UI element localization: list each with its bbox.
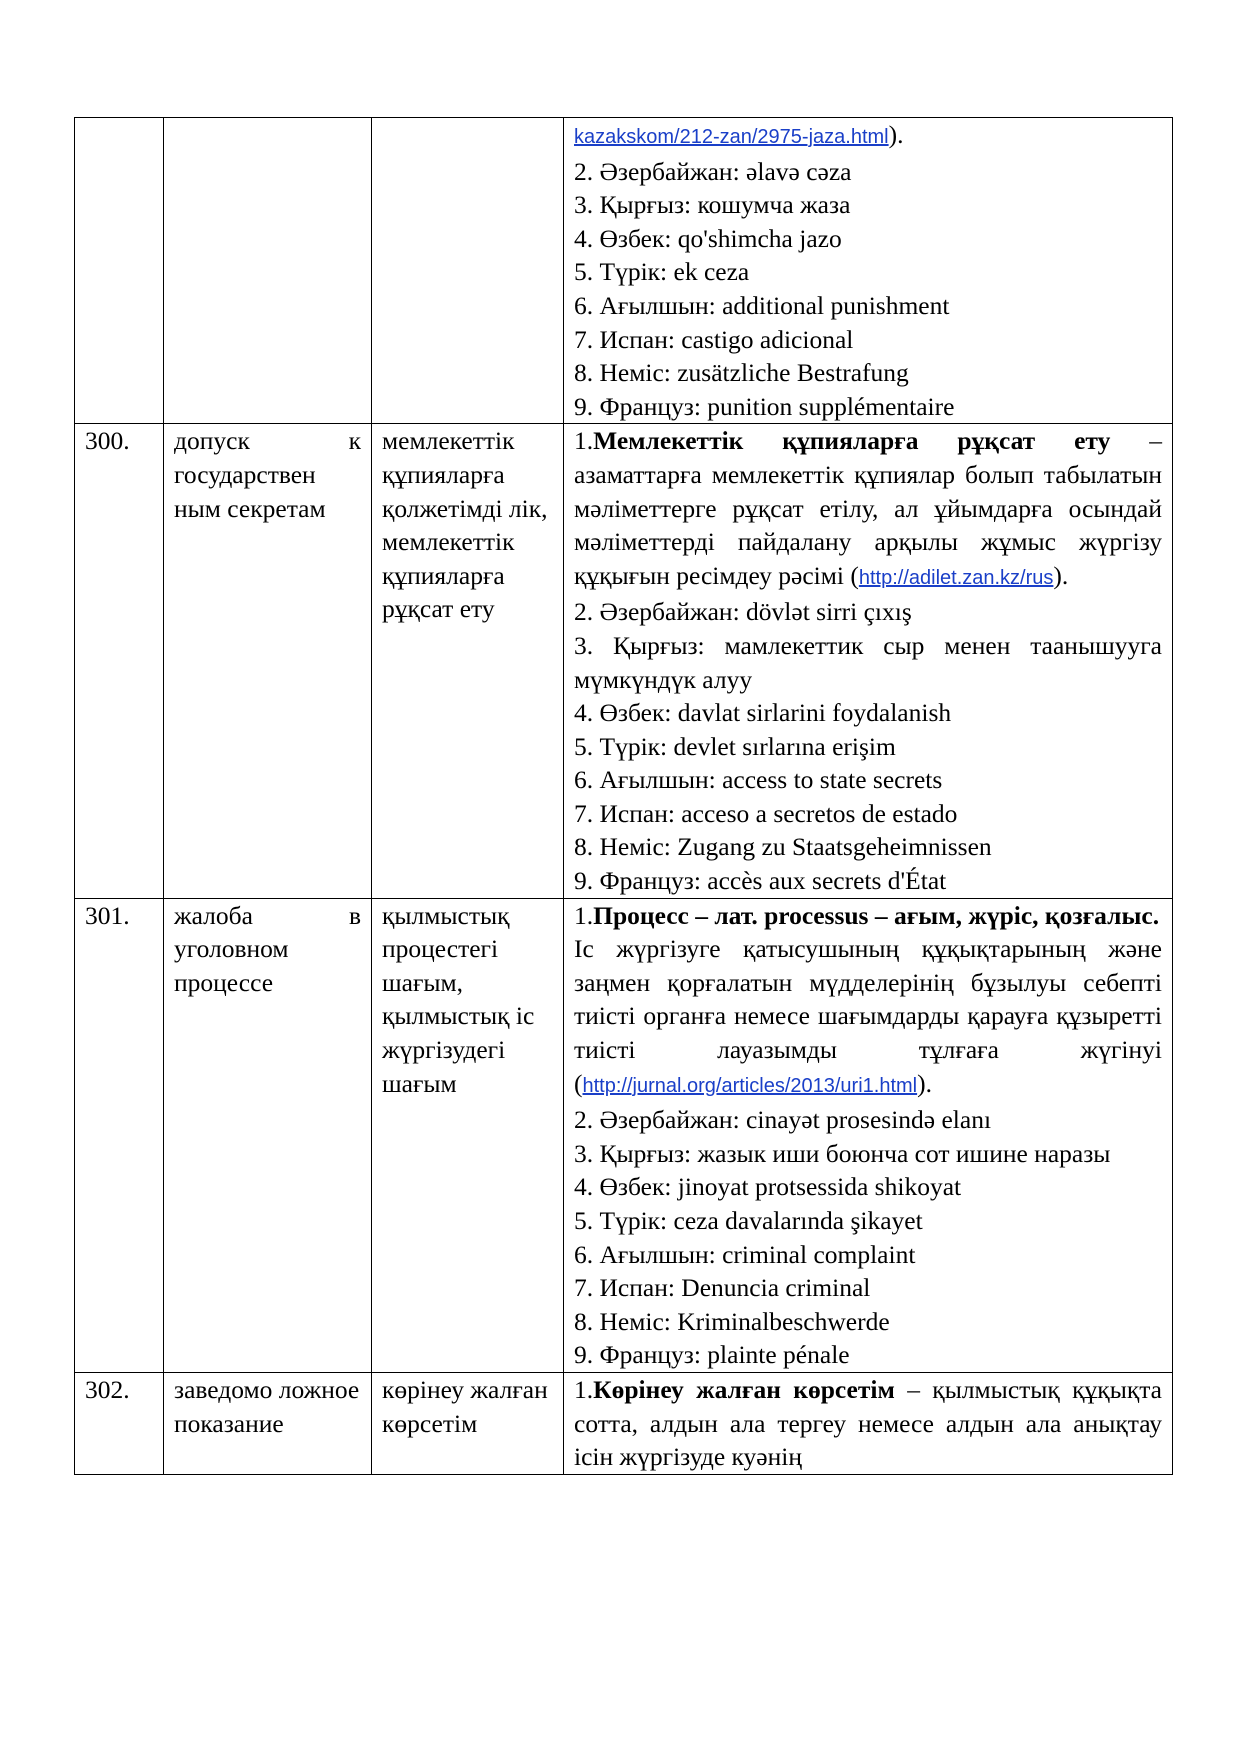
translation-line: 3. Қырғыз: кошумча жаза <box>574 190 851 220</box>
definition-source-line <box>574 118 1162 155</box>
translation-line: 2. Әзербайжан: dövlət sirri çıxış <box>574 597 912 627</box>
translation-line: 5. Түрік: ceza davalarında şikayet <box>574 1206 923 1235</box>
table-row <box>75 898 1173 1372</box>
source-link-tail: ). <box>888 120 904 149</box>
definition-text: Іс жүргізуге қатысушының құқықтарының және заңмен қорғалатын мүдделерінің бұзылуы себепті тиісті органға немесе шағымдарды қарауға құзыретті тиісті лауазымды тұлғаға жүгінуі ( <box>574 934 1162 1098</box>
translation-line: 7. Испан: Denuncia criminal <box>574 1273 871 1303</box>
table-row <box>75 118 1173 424</box>
translation-line: 8. Неміс: Kriminalbeschwerde <box>574 1306 890 1336</box>
definition-term: Көрінеу жалған көрсетім <box>593 1374 895 1404</box>
translation-line: 3. Қырғыз: мамлекеттик сыр менен таанышууга мүмкүндүк алуу <box>574 630 1162 694</box>
definition-term: Мемлекеттік құпияларға рұқсат ету <box>593 426 1111 456</box>
source-link-tail: ). <box>1053 560 1069 590</box>
translation-line: 4. Өзбек: davlat sirlarini foydalanish <box>574 698 952 728</box>
russian-term-word: жалоба <box>174 900 253 930</box>
row-number: 301. <box>75 898 164 1372</box>
russian-term <box>164 424 372 898</box>
kazakh-term <box>372 118 564 424</box>
translation-line: 5. Түрік: devlet sırlarına erişim <box>574 731 896 761</box>
definition-paragraph <box>574 932 1162 1103</box>
source-link[interactable]: kazakskom/212-zan/2975-jaza.html <box>574 126 889 148</box>
source-link[interactable]: http://jurnal.org/articles/2013/uri1.html <box>582 1074 918 1097</box>
definition-cell <box>564 424 1173 898</box>
glossary-table <box>74 117 1173 1475</box>
source-link[interactable]: http://adilet.zan.kz/rus <box>858 566 1054 589</box>
definition-cell <box>564 118 1173 424</box>
definition-heading: 1.Процесс – лат. processus – ағым, жүріс, қозғалыс. <box>574 900 1160 930</box>
table-row <box>75 424 1173 898</box>
russian-term-word: к <box>348 426 361 456</box>
translation-line: 9. Француз: accès aux secrets d'État <box>574 866 947 896</box>
definition-cell <box>564 898 1173 1372</box>
translation-line: 8. Неміс: Zugang zu Staatsgeheimnissen <box>574 832 992 862</box>
translation-line: 6. Ағылшын: additional punishment <box>574 290 950 320</box>
russian-term-rest: уголовном процессе <box>174 934 289 997</box>
translation-line: 2. Әзербайжан: əlavə cəza <box>574 156 852 186</box>
table-row <box>75 1372 1173 1474</box>
russian-term-word: допуск <box>174 426 250 456</box>
russian-term <box>164 118 372 424</box>
translation-line: 7. Испан: castigo adicional <box>574 324 854 354</box>
row-number: 300. <box>75 424 164 898</box>
kazakh-term: қылмыстық процестегі шағым, қылмыстық іс жүргізудегі шағым <box>372 898 564 1372</box>
translation-line: 6. Ағылшын: criminal complaint <box>574 1239 916 1269</box>
translation-line: 7. Испан: acceso a secretos de estado <box>574 798 958 828</box>
translation-line: 9. Француз: plainte pénale <box>574 1340 850 1370</box>
definition-text: – азаматтарға мемлекеттік құпиялар болып табылатын мәліметтерге рұқсат етілу, ал ұйымдарға осындай мәліметтерді пайдалану арқылы жұмыс жүргізу құқығын ресімдеу рәсімі ( <box>574 426 1162 590</box>
translation-line: 9. Француз: punition supplémentaire <box>574 391 955 421</box>
russian-term: заведомо ложное показание <box>164 1372 372 1474</box>
russian-term <box>164 898 372 1372</box>
russian-term-word: в <box>348 900 361 930</box>
row-number: 302. <box>75 1372 164 1474</box>
translation-line: 5. Түрік: ek ceza <box>574 257 750 287</box>
translation-line: 3. Қырғыз: жазык иши боюнча сот ишине наразы <box>574 1138 1111 1168</box>
definition-cell <box>564 1372 1173 1474</box>
russian-term-rest: государствен ным секретам <box>174 459 326 523</box>
source-link-tail: ). <box>917 1068 932 1098</box>
translation-line: 2. Әзербайжан: cinayət prosesində elanı <box>574 1105 992 1135</box>
translation-line: 6. Ағылшын: access to state secrets <box>574 765 943 795</box>
definition-paragraph: 1.Көрінеу жалған көрсетім – қылмыстық құқықта сотта, алдын ала тергеу немесе алдын ала анықтау ісін жүргізуде куәнің <box>574 1374 1162 1472</box>
translation-line: 4. Өзбек: jinoyat protsessida shikoyat <box>574 1172 962 1202</box>
definition-paragraph: 1.Мемлекеттік құпияларға рұқсат ету – азаматтарға мемлекеттік құпиялар болып табылатын мәліметтерге рұқсат етілу, ал ұйымдарға осындай мәліметтерді пайдалану арқылы жұмыс жүргізу құқығын ресімдеу рәсімі (http://adilet.zan.kz/rus). <box>574 426 1162 590</box>
translation-line: 4. Өзбек: qo'shimcha jazo <box>574 223 842 253</box>
row-number <box>75 118 164 424</box>
kazakh-term: мемлекеттік құпияларға қолжетімді лік, мемлекеттік құпияларға рұқсат ету <box>372 424 564 898</box>
definition-term: Процесс – лат. processus – ағым, жүріс, қозғалыс. <box>593 900 1160 930</box>
translation-line: 8. Неміс: zusätzliche Bestrafung <box>574 358 909 388</box>
definition-text: – қылмыстық құқықта сотта, алдын ала тергеу немесе алдын ала анықтау ісін жүргізуде куәнің <box>574 1374 1162 1472</box>
kazakh-term: көрінеу жалған көрсетім <box>372 1372 564 1474</box>
